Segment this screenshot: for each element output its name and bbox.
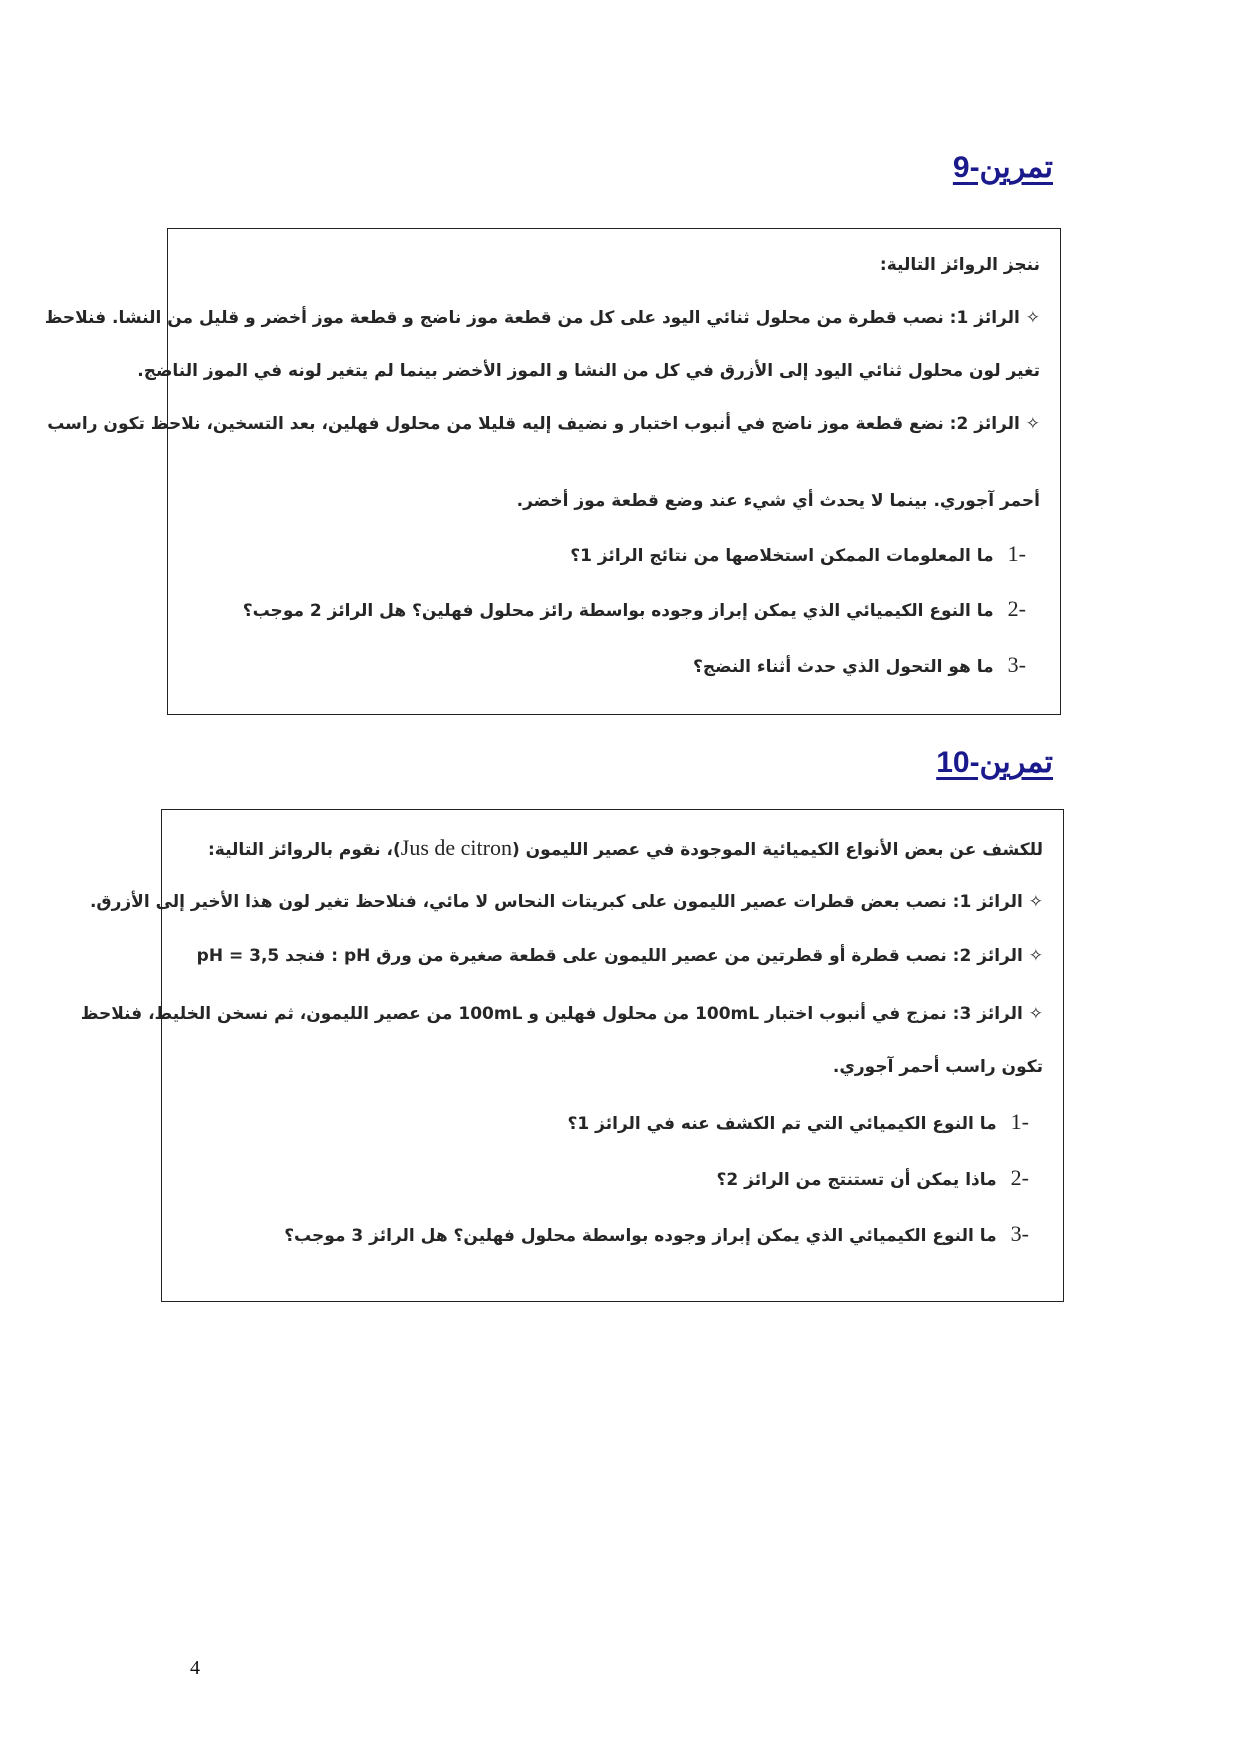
exercise-10-box [80, 809, 1064, 1302]
intro-text-end: )، نقوم بالروائز التالية: [208, 840, 401, 860]
exercise-9-title: تمرين-9 [952, 151, 1053, 184]
test-1-label: الرائز 1: [952, 892, 1023, 912]
question-text: ماذا يمكن أن تستنتج من الرائز 2؟ [716, 1170, 997, 1190]
intro-text-start: للكشف عن بعض الأنواع الكيميائية الموجودة في عصير الليمون ( [511, 840, 1043, 860]
question-number: -3 [1010, 1221, 1029, 1246]
exercise-10-test-3-line-2: تكون راسب أحمر آجوري. [832, 1057, 1043, 1077]
test-1-text: نصب بعض قطرات عصير الليمون على كبريتات النحاس لا مائي، فنلاحظ تغير لون هذا الأخير إلى الأزرق. [89, 892, 947, 912]
exercise-10-test-2 [182, 944, 1043, 968]
question-number: -1 [1010, 1109, 1029, 1134]
test-2-label: الرائز 2: [952, 946, 1023, 966]
question-number: -1 [1007, 541, 1026, 566]
question-number: -3 [1007, 652, 1026, 677]
bullet-icon: ✧ [1019, 414, 1040, 434]
exercise-9-question-1 [188, 542, 1026, 568]
exercise-9-box [44, 228, 1061, 715]
test-1-label: الرائز 1: [949, 308, 1020, 328]
exercise-10-test-1 [89, 890, 1043, 914]
bullet-icon: ✧ [1022, 892, 1043, 912]
exercise-9-question-3 [188, 653, 1026, 679]
bullet-icon: ✧ [1022, 946, 1043, 966]
question-text: ما النوع الكيميائي الذي يمكن إبراز وجوده بواسطة رائز محلول فهلين؟ هل الرائز 2 موجب؟ [242, 601, 994, 621]
test-1-text: نصب قطرة من محلول ثنائي اليود على كل من قطعة موز ناضج و قطعة موز أخضر و قليل من النشا. فنلاحظ [44, 308, 944, 328]
question-number: -2 [1010, 1165, 1029, 1190]
exercise-9-intro: ننجز الروائز التالية: [879, 255, 1040, 275]
exercise-9-test-1-line-1 [44, 306, 1040, 330]
exercise-9-test-1-line-2: تغير لون محلول ثنائي اليود إلى الأزرق في كل من النشا و الموز الأخضر بينما لم يتغير لونه في الموز الناضج. [137, 361, 1040, 381]
question-number: -2 [1007, 596, 1026, 621]
test-2-text: نضع قطعة موز ناضج في أنبوب اختبار و نضيف إليه قليلا من محلول فهلين، بعد التسخين، نلاحظ تكون راسب [47, 414, 944, 434]
test-2-text: نصب قطرة أو قطرتين من عصير الليمون على قطعة صغيرة من ورق pH : فنجد pH = 3,5 [196, 946, 947, 966]
exercise-10-question-3 [182, 1222, 1029, 1248]
exercise-10-title: تمرين-10 [936, 746, 1053, 779]
exercise-9-test-2-line-1 [47, 412, 1040, 436]
exercise-10-question-1 [182, 1110, 1029, 1136]
question-text: ما المعلومات الممكن استخلاصها من نتائج الرائز 1؟ [570, 546, 994, 566]
exercise-10-test-3-line-1 [80, 1002, 1043, 1026]
test-3-text: نمزج في أنبوب اختبار 100mL من محلول فهلين و 100mL من عصير الليمون، ثم نسخن الخليط، فنلاحظ [80, 1004, 947, 1024]
exercise-9-test-2-line-2: أحمر آجوري. بينما لا يحدث أي شيء عند وضع قطعة موز أخضر. [516, 491, 1040, 511]
bullet-icon: ✧ [1019, 308, 1040, 328]
exercise-10-question-2 [182, 1166, 1029, 1192]
exercise-10-intro [182, 836, 1043, 862]
page-number: 4 [190, 1657, 200, 1679]
bullet-icon: ✧ [1022, 1004, 1043, 1024]
test-3-label: الرائز 3: [952, 1004, 1023, 1024]
question-text: ما النوع الكيميائي الذي يمكن إبراز وجوده بواسطة محلول فهلين؟ هل الرائز 3 موجب؟ [284, 1226, 997, 1246]
exercise-9-question-2 [188, 597, 1026, 623]
test-2-label: الرائز 2: [949, 414, 1020, 434]
question-text: ما النوع الكيميائي التي تم الكشف عنه في الرائز 1؟ [567, 1114, 997, 1134]
question-text: ما هو التحول الذي حدث أثناء النضج؟ [692, 657, 994, 677]
intro-latin-term: Jus de citron [400, 835, 512, 860]
